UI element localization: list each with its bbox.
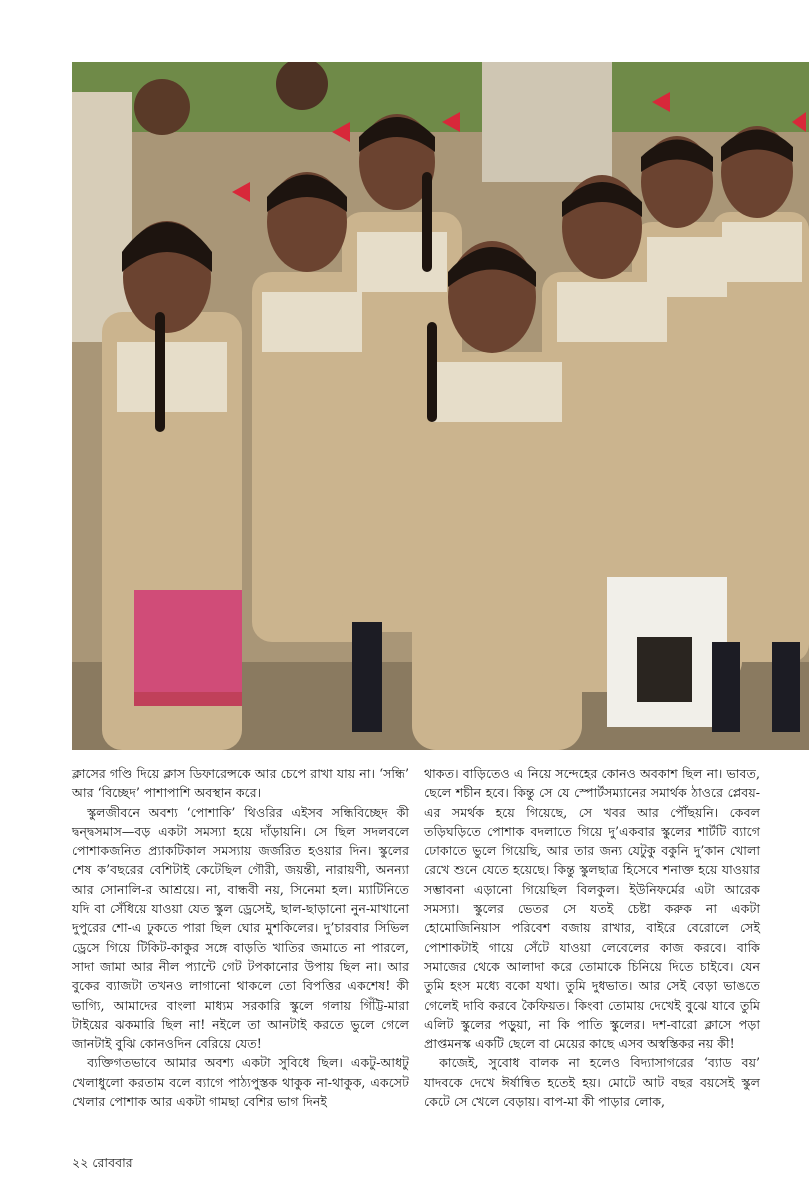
paragraph: কাজেই, সুবোধ বালক না হলেও বিদ্যাসাগরের ‘ব্যাড বয়’ যাদবকে দেখে ঈর্ষান্বিত হতেই হয়। মোটে আট বছর বয়সেই স্কুল কেটে সে খেলে বেড়ায়। বাপ-মা কী পাড়ার লোক, [424, 1055, 760, 1110]
feature-photo [72, 62, 809, 750]
text-column-left [72, 764, 409, 1111]
paragraph: স্কুলজীবনে অবশ্য ‘পোশাকি’ থিওরির এইসব সন্ধিবিচ্ছেদ কী দ্বন্দ্বসমাস—বড় একটা সমস্যা হয়ে দাঁড়ায়নি। সে ছিল সদলবলে পোশাকজনিত প্র্যাকটিকাল সমস্যায় জর্জরিত হওয়ার দিন। স্কুলের শেষ ক’বছরের বেশিটাই কেটেছিল গৌরী, জয়ন্তী, নারায়ণী, অনন্যা আর সোনালি-র আশ্রয়ে। না, বান্ধবী নয়, সিনেমা হল। ম্যাটিনিতে যদি বা সেঁধিয়ে যাওয়া যেত স্কুল ড্রেসেই, ছাল-ছাড়ানো নুন-মাখানো দুপুরের শো-এ ঢুকতে পারা ছিল ঘোর মুশকিলের। দু’চারবার সিভিল ড্রেসে গিয়ে টিকিট-কাকুর সঙ্গে বাড়তি খাতির জমাতে না পারলে, সাদা জামা আর নীল প্যান্টে গেট টপকানোর উপায় ছিল না। আর বুকের ব্যাজটা তখনও লাগানো থাকলে তো বিপত্তির একশেষ! কী ভাগ্যি, আমাদের বাংলা মাধ্যম সরকারি স্কুলে গলায় গিঁট্টি-মারা টাইয়ের ঝকমারি ছিল না! নইলে তা আনটাই করতে ভুলে গেলে জানটাই বুঝি কোনওদিন বেরিয়ে যেত! [72, 804, 409, 1052]
text-column-right [424, 764, 760, 1111]
page-folio: ২২ রোববার [72, 1155, 133, 1170]
paragraph: ব্যক্তিগতভাবে আমার অবশ্য একটা সুবিধে ছিল। একটু-আধটু খেলাধুলো করতাম বলে ব্যাগে পাঠ্যপুস্তক থাকুক না-থাকুক, একসেট খেলার পোশাক আর একটা গামছা বেশির ভাগ দিনই [72, 1055, 409, 1110]
schoolgirls-photo-illustration [72, 62, 809, 750]
paragraph: থাকত। বাড়িতেও এ নিয়ে সন্দেহের কোনও অবকাশ ছিল না। ভাবত, ছেলে শচীন হবে। কিন্তু সে যে স্পোর্টসম্যানের সমার্থক ঠাওরে প্লেবয়-এর সমর্থক হয়ে গিয়েছে, সে খবর আর পৌঁছয়নি। কেবল তড়িঘড়িতে পোশাক বদলাতে গিয়ে দু’একবার স্কুলের শার্টটি ব্যাগে ঢোকাতে ভুলে গিয়েছি, আর তার জন্য যেটুকু বকুনি দু’কান খোলা রেখে শুনে যেতে হয়েছে। কিন্তু স্কুলছাত্র হিসেবে শনাক্ত হয়ে যাওয়ার সম্ভাবনা এড়ানো গিয়েছিল বিলকুল। ইউনিফর্মের এটা আরেক সমস্যা। স্কুলের ভেতর সে যতই চেষ্টা করুক না একটা হোমোজিনিয়াস পরিবেশ বজায় রাখার, বাইরে বেরোলে সেই পোশাকটাই গায়ে সেঁটে যাওয়া লেবেলের কাজ করবে। বাকি সমাজের থেকে আলাদা করে তোমাকে চিনিয়ে দিতে চাইবে। যেন তুমি হংস মধ্যে বকো যথা। তুমি দুধভাত। আর সেই বেড়া ভাঙতে গেলেই দাবি করবে কৈফিয়ত। কিংবা তোমায় দেখেই বুঝে যাবে তুমি এলিট স্কুলের পড়ুয়া, না কি পাতি স্কুলের। দশ-বারো ক্লাসে পড়া প্রাপ্তমনস্ক একটি ছেলে বা মেয়ের কাছে এসব অস্বস্তিকর নয় কী! [424, 766, 760, 1052]
paragraph: ক্লাসের গণ্ডি দিয়ে ক্লাস ডিফারেন্সকে আর চেপে রাখা যায় না। ‘সন্ধি’ আর ‘বিচ্ছেদ’ পাশাপাশি অবস্থান করে। [72, 766, 409, 801]
